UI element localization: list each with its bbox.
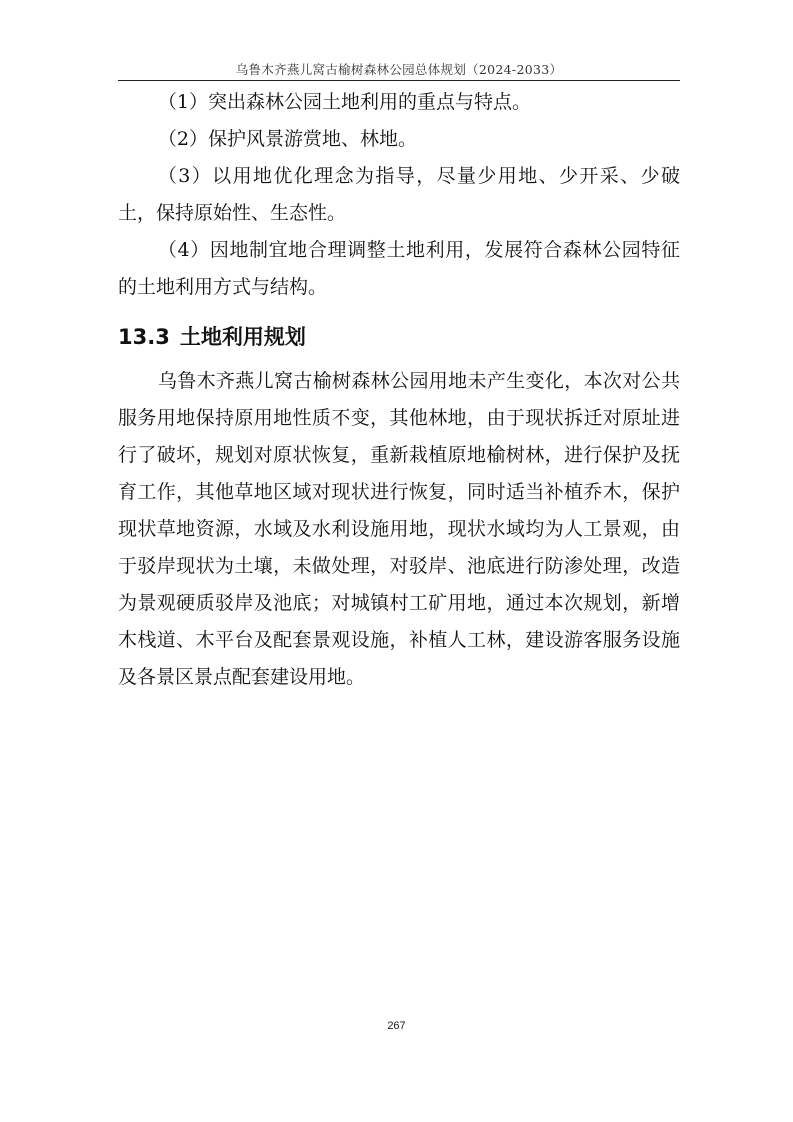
section-title: 土地利用规划 (179, 325, 306, 349)
header-rule (118, 80, 680, 81)
principle-item-3: （3）以用地优化理念为指导，尽量少用地、少开采、少破土，保持原始性、生态性。 (118, 165, 680, 224)
section-heading (118, 317, 680, 357)
principle-item-1: （1）突出森林公园土地利用的重点与特点。 (157, 91, 531, 113)
page-number: 267 (387, 1020, 406, 1032)
page-content (118, 84, 680, 696)
body-paragraph: 乌鲁木齐燕儿窝古榆树森林公园用地未产生变化，本次对公共服务用地保持原用地性质不变，其他林地，由于现状拆迁对原址进行了破坏，规划对原状恢复，重新栽植原地榆树林，进行保护及抚育工作，其他草地区域对现状进行恢复，同时适当补植乔木，保护现状草地资源，水域及水利设施用地，现状水域均为人工景观，由于驳岸现状为土壤，未做处理，对驳岸、池底进行防渗处理，改造为景观硬质驳岸及池底；对城镇村工矿用地，通过本次规划，新增木栈道、木平台及配套景观设施，补植人工林，建设游客服务设施及各景区景点配套建设用地。 (118, 370, 680, 688)
section-number: 13.3 (118, 325, 170, 349)
principle-item-2: （2）保护风景游赏地、林地。 (157, 128, 417, 150)
principle-item-4: （4）因地制宜地合理调整土地利用，发展符合森林公园特征的土地利用方式与结构。 (118, 239, 680, 298)
running-header: 乌鲁木齐燕儿窝古榆树森林公园总体规划（2024-2033） (235, 62, 563, 77)
